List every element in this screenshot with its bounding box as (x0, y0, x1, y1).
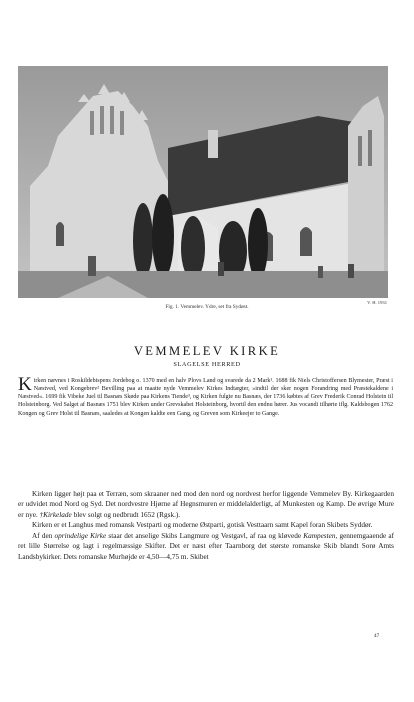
body-p3-a: Af den (32, 531, 53, 540)
body-p1-text: Kirken ligger højt paa et Terræn, som skraaner ned mod den nord og nordvest herfor liggende Vemmelev By. Kirkegaarden er udvidet mod Nord og Syd. Det nordvestre Hjørne af Hegnsmuren er middelalderligt, af Munkesten og Kamp. De øvrige Mure er nye. (18, 490, 394, 519)
photo-credit: V. H. 1931 (367, 300, 387, 305)
intro-text: irken nævnes i Roskildebispens Jordebog o. 1370 med en halv Plovs Land og svarede da 2 Mark¹. 1688 fik Niels Christoffersen Blymester, Præst i Næstved, ved Kongebrev² Bevilling paa at maatte nyde Vemmelev Kirkes Indtægter, »indtil der sker nogen Forandring med Præstekaldene i Næstved«. 1699 fik Vibeke Juel til Basnæs Skøde paa Kirkens Tiende³, og Kirken fulgte nu Basnæs, der 1736 købtes af Grev Frederik Conrad Holstein til Holsteinborg. Ved Salget af Basnæs 1751 blev Kirken under Grevskabet Holsteinborg, hvortil den endnu hører. Jus vocandi tilhørte iflg. Kaldsbogen 1762 Kongen og Grev Holst til Basnæs, saaledes at Kongen kaldte een Gang, og Greven som Kirkeejer to Gange. (18, 378, 393, 417)
body-p3-italic1: oprindelige Kirke (54, 531, 107, 540)
intro-paragraph (18, 374, 393, 418)
body-p1-italic: †Kirkelade (39, 510, 72, 519)
body-paragraph-3 (18, 531, 394, 562)
drop-cap: K (18, 374, 32, 395)
body-p3-italic2: Kampesten, (303, 531, 338, 540)
body-p1-end: blev solgt og nedbrudt 1652 (Rgsk.). (73, 510, 181, 519)
body-text (18, 489, 394, 562)
body-p3-b: staar det anselige Skibs Langmure og Vestgavl, af raa og kløvede (108, 531, 302, 540)
body-paragraph-1 (18, 489, 394, 520)
page-title: VEMMELEV KIRKE (133, 344, 281, 358)
figure-caption: Fig. 1. Vemmelev. Ydre, set fra Sydøst. (165, 304, 249, 310)
church-photograph (18, 66, 388, 298)
page-number: 47 (374, 633, 380, 639)
page-subtitle: SLAGELSE HERRED (173, 361, 241, 368)
body-p3-c: gennemgaaende af ret lille Størrelse og lagt i regelmæssige Skifter. Det er næst efter Taarnborg det største romanske Skib blandt Sorø Amts Landsbykirker. Dets romanske Murhøjde er 4,50—4,75 m. Skibet (18, 531, 394, 561)
body-paragraph-2: Kirken er et Langhus med romansk Vestparti og moderne Østparti, gotisk Vesttaarn samt Kapel foran Skibets Syddør. (32, 521, 373, 530)
